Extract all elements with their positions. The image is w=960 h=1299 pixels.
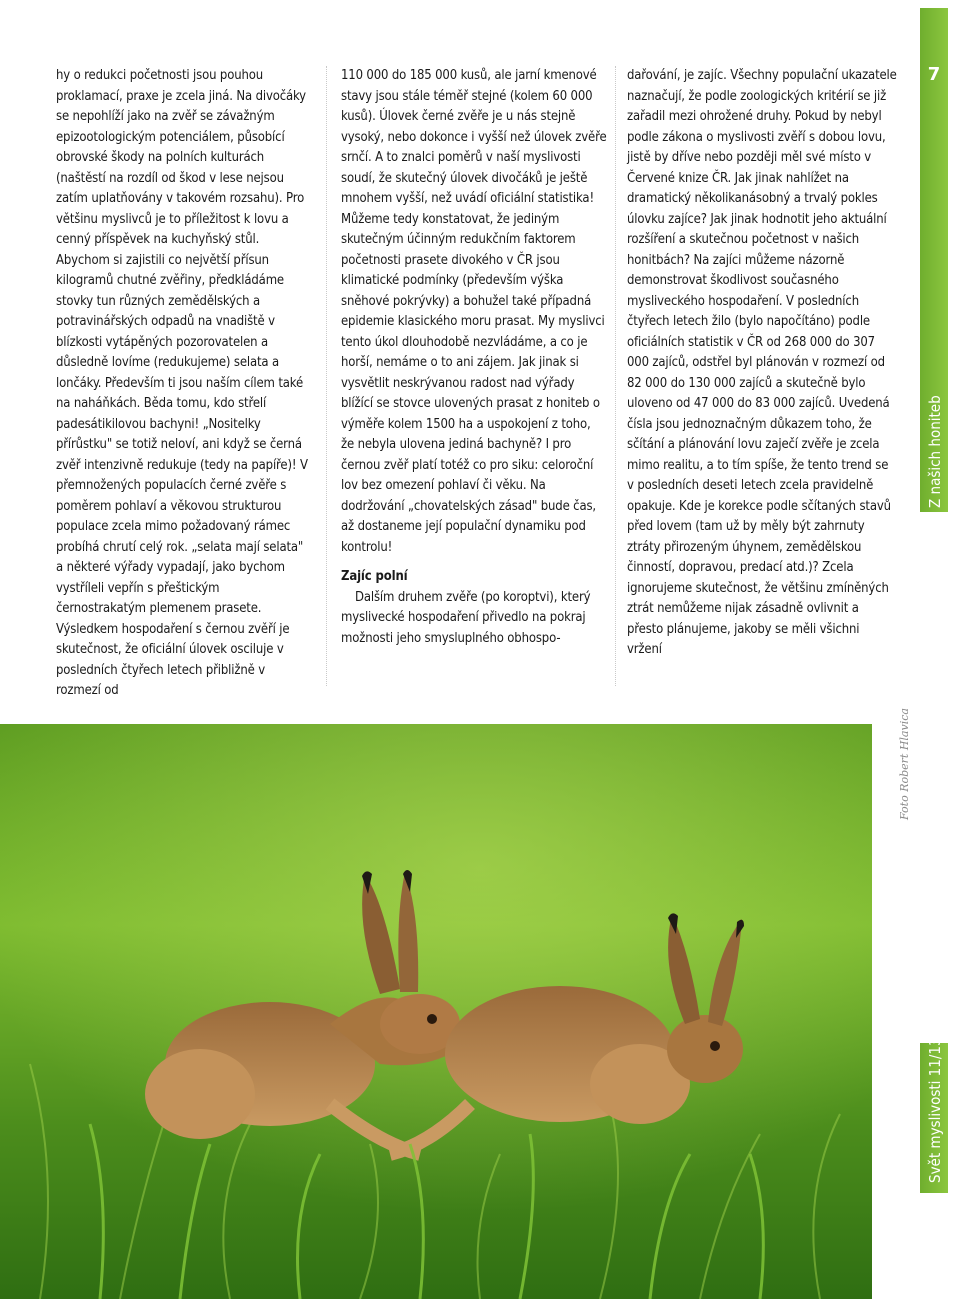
paragraph: hy o redukci početnosti jsou pouhou proklamací, praxe je zcela jiná. Na divočáky se nepohlíží jako na zvěř se závažným epizootologickým potenciálem, působící obrovské škody na polních kulturách (naštěstí na rozdíl od škod v lese nejsou zatím uplatňovány v takovém rozsahu). Pro většinu myslivců je to příležitost k lovu a cenný příspěvek na kuchyňský stůl. Abychom si zajistili co největší přísun kilogramů chutné zvěřiny, předkládáme stovky tun různých zemědělských a potravinářských odpadů na vnadiště v blízkosti vytápěných pozorovatelen a důsledně lovíme (redukujeme) selata a lončáky. Především ti jsou naším cílem také na naháňkách. Běda tomu, kdo střelí padesátikilovou bachyni! „Nositelky přírůstku" se totiž neloví, ani když se černá zvěř intenzivně redukuje (tedy na papíře)! V přemnožených populacích černé zvěře s poměrem pohlaví a věkovou strukturou populace zcela mimo požadovaný rámec probíhá chrutí celý rok. „selata mají selata" a některé výřady vypadají, jako bychom vystříleli vepřín s přeštickým černostrakatým plemenem prasete. Výsledkem hospodaření s černou zvěří je skutečnost, že oficiální úlovek osciluje v posledních čtyřech letech přibližně v rozmezí od <box>56 68 308 698</box>
paragraph: 110 000 do 185 000 kusů, ale jarní kmenové stavy jsou stále téměř stejné (kolem 60 000 kusů). Úlovek černé zvěře je u nás stejně vysoký, nebo dokonce i vyšší než úlovek zvěře srnčí. A to znalci poměrů v naší myslivosti soudí, že skutečný úlovek divočáků je ještě mnohem vyšší, než uvádí oficiální statistika! Můžeme tedy konstatovat, že jediným skutečným účinným redukčním faktorem početnosti prasete divokého v ČR jsou klimatické podmínky (především výška sněhové pokrývky) a bohužel také případná epidemie klasického moru prasat. My myslivci tento úkol dlouhodobě nezvládáme, a co je horší, nemáme o to ani zájem. Jak jinak si vysvětlit neskrývanou radost nad výřady blížící se stovce ulovených prasat z honiteb o výměře kolem 1500 ha a uspokojení z toho, že nebyla ulovena jediná bachyně? I pro černou zvěř platí totéž co pro siku: celoroční lov bez omezení pohlaví či věku. Na dodržování „chovatelských zásad" bude čas, až dostaneme její populační dynamiku pod kontrolu! <box>341 68 607 555</box>
page-number: 7 <box>927 64 941 85</box>
photo-credit: Foto Robert Hlavica <box>898 708 911 820</box>
hare-photo <box>0 724 872 1299</box>
paragraph: Dalším druhem zvěře (po koroptvi), který myslivecké hospodaření přivedlo na pokraj možnosti jeho smysluplného obhospo- <box>341 589 591 646</box>
issue-tab <box>920 1037 948 1193</box>
section-tab-label: Z našich honiteb <box>926 395 944 508</box>
paragraph: dařování, je zajíc. Všechny populační ukazatele naznačují, že podle zoologických kritérií se již zařadil mezi ohrožené druhy. Pokud by nebyl podle zákona o myslivosti zvěří s dobou lovu, jistě by dříve nebo později měl své místo v Červené knize ČR. Jak jinak nahlížet na dramatický několikanásobný a trvalý pokles úlovku zajíce? Jak jinak hodnotit jeho aktuální rozšíření a skutečnou početnost v našich honitbách? Na zajíci můžeme názorně demonstrovat škodlivost současného mysliveckého hospodaření. V posledních čtyřech letech žilo (bylo napočítáno) podle oficiálních statistik v ČR od 268 000 do 307 000 zajíců, odstřel byl plánován v rozmezí od 82 000 do 130 000 zajíců a skutečně bylo uloveno od 47 000 do 83 000 zajíců. Uvedená čísla jsou jednoznačným důkazem toho, že sčítání a plánování lovu zaječí zvěře je zcela mimo realitu, a to tím spíše, že tento trend se v posledních deseti letech zcela pravidelně opakuje. Kde je korekce podle sčítaných stavů před lovem (tam už by měly být zahrnuty ztráty přirozeným úhynem, zemědělskou činností, dopravou, predací atd.)? Zcela ignorujeme skutečnost, že většinu zmíněných ztrát nemůžeme nijak zásadně ovlivnit a přesto plánujeme, jakoby se měli všichni vržení <box>627 68 897 657</box>
column-divider <box>326 66 327 686</box>
issue-tab-label: Svět myslivosti 11/13 <box>926 1037 944 1183</box>
article-column-1 <box>56 66 312 702</box>
section-heading: Zajíc polní <box>341 569 408 584</box>
article-column-3 <box>627 66 897 661</box>
column-divider <box>615 66 616 686</box>
article-column-2 <box>341 66 607 649</box>
hare-illustration <box>0 724 872 1299</box>
